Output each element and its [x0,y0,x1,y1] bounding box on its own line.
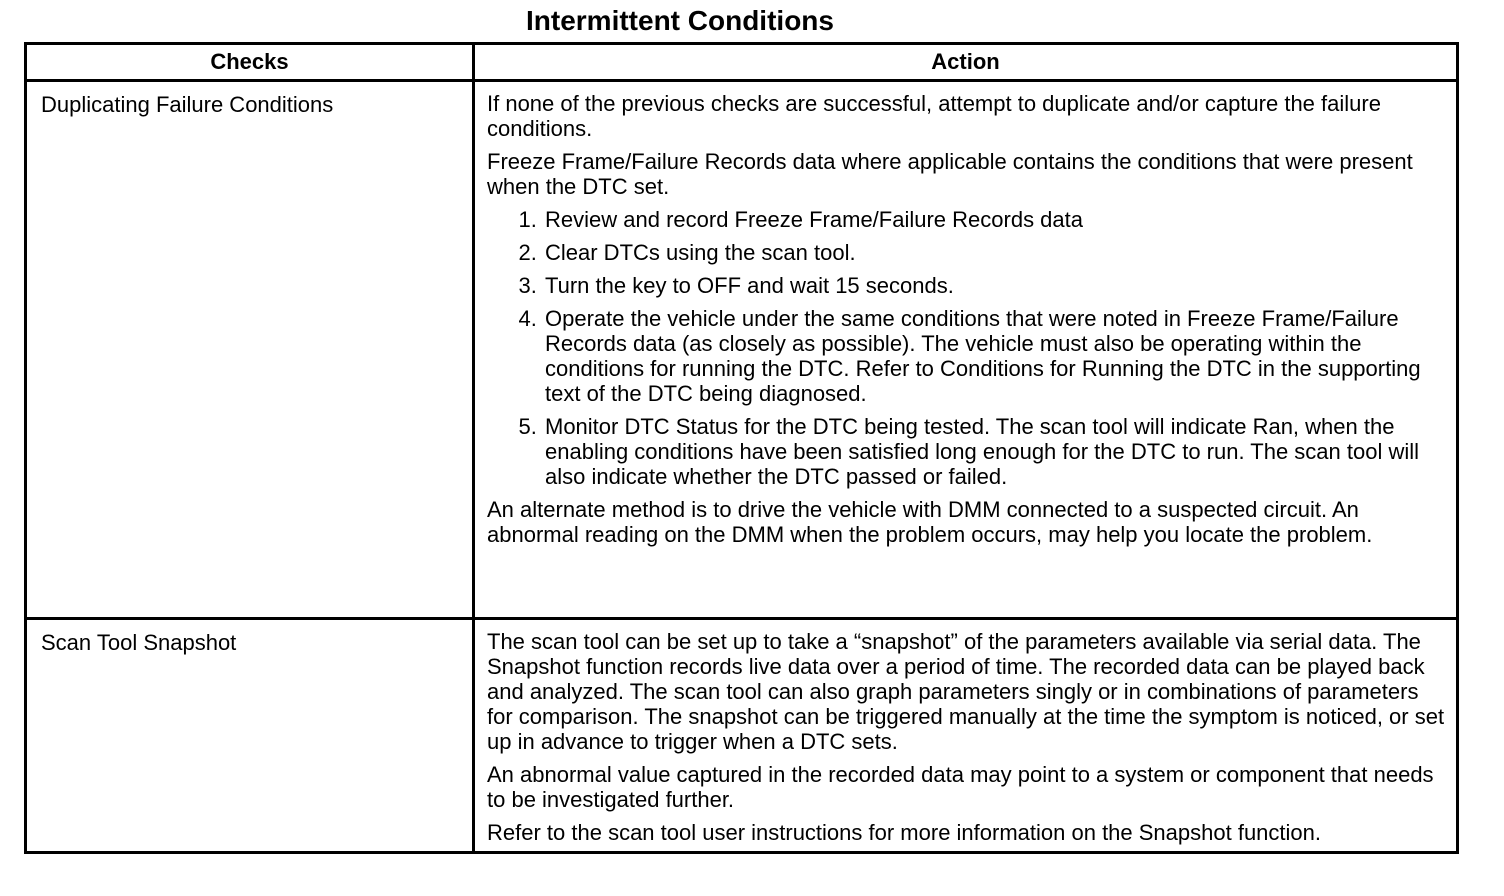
action-paragraph: An abnormal value captured in the recorded data may point to a system or component that needs to be investigated further. [487,762,1434,812]
action-paragraph: If none of the previous checks are successful, attempt to duplicate and/or capture the failure conditions. [487,91,1381,141]
check-cell: Duplicating Failure Conditions [26,81,474,619]
header-checks: Checks [26,44,474,81]
action-paragraph: Refer to the scan tool user instructions for more information on the Snapshot function. [487,820,1322,845]
list-item: 4. Operate the vehicle under the same conditions that were noted in Freeze Frame/Failure Records data (as closely as possible). The vehicle must also be operating within the conditions for running the DTC. Refer to Conditions for Running the DTC in the supporting text of the DTC being diagnosed. [543,306,1446,406]
action-cell [474,81,1458,619]
action-paragraph: Freeze Frame/Failure Records data where applicable contains the conditions that were present when the DTC set. [487,149,1413,199]
action-paragraph: The scan tool can be set up to take a “snapshot” of the parameters available via serial data. The Snapshot function records live data over a period of time. The recorded data can be played back and analyzed. The scan tool can also graph parameters singly or in combinations of parameters for comparison. The snapshot can be triggered manually at the time the symptom is noticed, or set up in advance to trigger when a DTC sets. [487,629,1445,754]
list-item: 1. Review and record Freeze Frame/Failure Records data [543,207,1446,232]
list-item: 3. Turn the key to OFF and wait 15 seconds. [543,273,1446,298]
list-item: 5. Monitor DTC Status for the DTC being tested. The scan tool will indicate Ran, when the enabling conditions have been satisfied long enough for the DTC to run. The scan tool will also indicate whether the DTC passed or failed. [543,414,1446,489]
table-header-row [26,44,1458,81]
action-paragraph: An alternate method is to drive the vehicle with DMM connected to a suspected circuit. An abnormal reading on the DMM when the problem occurs, may help you locate the problem. [487,497,1373,547]
page-title: Intermittent Conditions [526,5,834,36]
action-cell [474,619,1458,853]
intermittent-conditions-table [24,42,1459,854]
list-item: 2. Clear DTCs using the scan tool. [543,240,1446,265]
action-steps-list [487,207,1446,489]
table-row-duplicating-failure-conditions [26,81,1458,619]
header-action: Action [474,44,1458,81]
check-cell: Scan Tool Snapshot [26,619,474,853]
table-row-scan-tool-snapshot [26,619,1458,853]
